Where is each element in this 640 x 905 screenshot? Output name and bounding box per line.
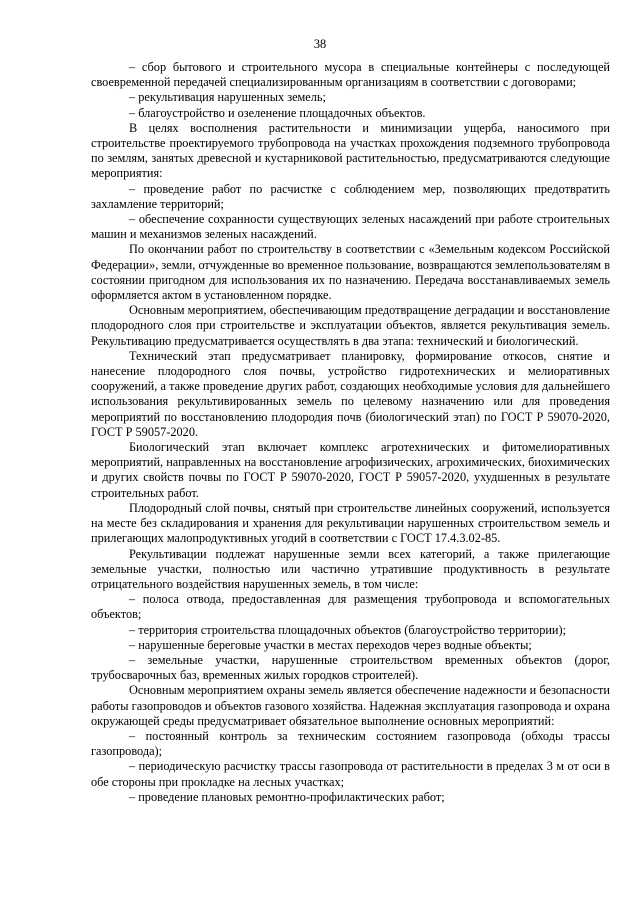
paragraph: – благоустройство и озеленение площадочных объектов. (129, 105, 426, 120)
paragraph: Основным мероприятием охраны земель является обеспечение надежности и безопасности работы газопроводов и объектов газового хозяйства. Надежная эксплуатация газопровода и охрана окружающей среды предусматривает обязательное выполнение основных мероприятий: (91, 683, 610, 728)
document-body (91, 60, 610, 805)
paragraph: – периодическую расчистку трассы газопровода от растительности в пределах 3 м от оси в обе стороны при прокладке на лесных участках; (91, 759, 610, 789)
paragraph: В целях восполнения растительности и минимизации ущерба, наносимого при строительстве проектируемого трубопровода на участках прохождения подземного трубопровода по землям, занятых древесной и кустарниковой растительностью, предусматриваются следующие мероприятия: (91, 120, 610, 181)
paragraph: – обеспечение сохранности существующих зеленых насаждений при работе строительных машин и механизмов зеленых насаждений. (91, 212, 610, 242)
paragraph: Плодородный слой почвы, снятый при строительстве линейных сооружений, используется на месте без складирования и хранения для рекультивации нарушенных строительством земель и прилегающих малопродуктивных угодий в соответствии с ГОСТ 17.4.3.02-85. (91, 500, 610, 546)
paragraph: – проведение работ по расчистке с соблюдением мер, позволяющих предотвратить захламление территорий; (91, 181, 610, 211)
paragraph: – полоса отвода, предоставленная для размещения трубопровода и вспомогательных объектов; (91, 592, 610, 622)
paragraph: – сбор бытового и строительного мусора в специальные контейнеры с последующей своевременной передачей специализированным организациям в соответствии с договорами; (91, 60, 610, 90)
paragraph: Рекультивации подлежат нарушенные земли всех категорий, а также прилегающие земельные участки, полностью или частично утратившие продуктивность в результате отрицательного воздействия нарушенных земель, в том числе: (91, 546, 610, 591)
paragraph: – земельные участки, нарушенные строительством временных объектов (дорог, трубосварочных баз, временных жилых городков строителей). (91, 652, 610, 683)
paragraph: По окончании работ по строительству в соответствии с «Земельным кодексом Российской Федерации», земли, отчужденные во временное пользование, возвращаются землепользователям в состоянии пригодном для использования их по назначению. Передача восстанавливаемых земель оформляется актом в установленном порядке. (91, 242, 610, 303)
paragraph: – нарушенные береговые участки в местах переходов через водные объекты; (129, 637, 532, 652)
paragraph: Технический этап предусматривает планировку, формирование откосов, снятие и нанесение плодородного слоя почвы, устройство гидротехнических и мелиоративных сооружений, а также проведение других работ, создающих необходимые условия для дальнейшего использования рекультивированных земель по целевому назначению или для проведения мероприятий по восстановлению плодородия почв (биологический этап) по ГОСТ Р 59070-2020, ГОСТ Р 59057-2020. (91, 348, 610, 439)
paragraph: Биологический этап включает комплекс агротехнических и фитомелиоративных мероприятий, направленных на восстановление агрофизических, агрохимических, биохимических и других свойств почвы по ГОСТ Р 59070-2020, ГОСТ Р 59057-2020, ухудшенных в результате строительных работ. (91, 440, 610, 500)
paragraph: – постоянный контроль за техническим состоянием газопровода (обходы трассы газопровода); (91, 728, 610, 759)
paragraph: Основным мероприятием, обеспечивающим предотвращение деградации и восстановление плодородного слоя при строительстве и эксплуатации объектов, является рекультивация земель. Рекультивацию предусматривается осуществлять в два этапа: технический и биологический. (91, 303, 610, 348)
paragraph: – проведение плановых ремонтно-профилактических работ; (129, 789, 445, 804)
paragraph: – рекультивация нарушенных земель; (129, 90, 326, 105)
paragraph: – территория строительства площадочных объектов (благоустройство территории); (129, 622, 567, 637)
page-number: 38 (313, 37, 327, 51)
